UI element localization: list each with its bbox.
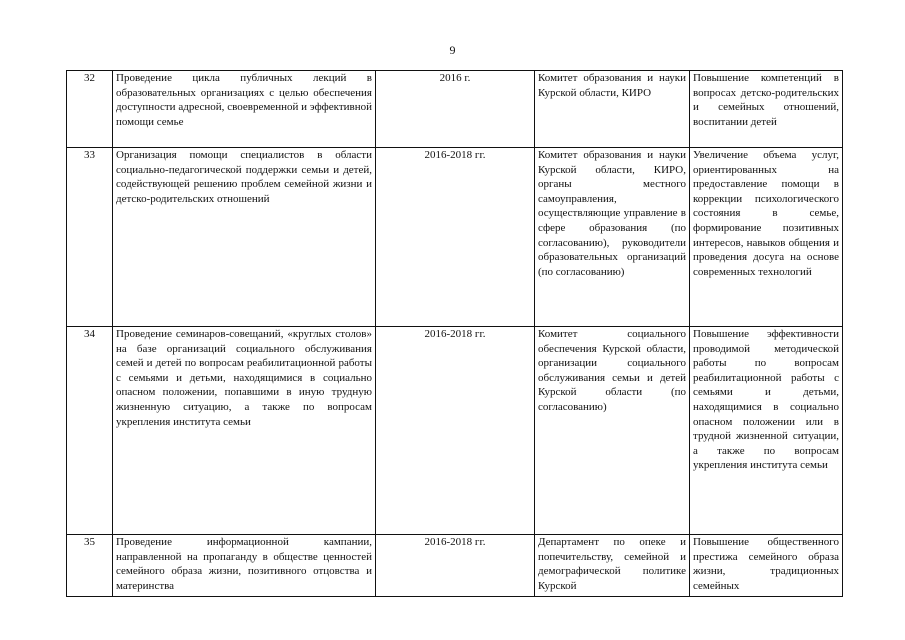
table-row (67, 327, 843, 535)
executors-cell: Комитет образования и науки Курской области, КИРО (535, 71, 690, 148)
executors-cell: Департамент по опеке и попечительству, семейной и демографической политике Курской (535, 535, 690, 597)
executors-cell: Комитет социального обеспечения Курской области, организации социального обслуживания семьи и детей Курской области (по согласованию) (535, 327, 690, 535)
result-cell: Повышение компетенций в вопросах детско-родительских и семейных отношений, воспитании детей (690, 71, 843, 148)
term-cell: 2016-2018 гг. (376, 327, 535, 535)
result-cell: Увеличение объема услуг, ориентированных на предоставление помощи в коррекции психологического состояния в семье, формирование позитивных интересов, навыков общения и проведения досуга на основе современных технологий (690, 148, 843, 327)
table-row (67, 148, 843, 327)
event-cell: Проведение цикла публичных лекций в образовательных организациях с целью обеспечения доступности адресной, своевременной и эффективной помощи семье (113, 71, 376, 148)
table-row (67, 71, 843, 148)
action-plan-table (66, 70, 843, 597)
event-cell: Проведение семинаров-совещаний, «круглых столов» на базе организаций социального обслуживания семей и детей по вопросам реабилитационной работы с семьями и детьми, находящимися в социально опасном положении, попавшими в иную трудную жизненную ситуацию, а также по вопросам укрепления института семьи (113, 327, 376, 535)
event-cell: Проведение информационной кампании, направленной на пропаганду в обществе ценностей семейного образа жизни, позитивного отцовства и материнства (113, 535, 376, 597)
row-number: 33 (67, 148, 113, 327)
table-row (67, 535, 843, 597)
event-cell: Организация помощи специалистов в области социально-педагогической поддержки семьи и детей, содействующей решению проблем семейной жизни и детско-родительских отношений (113, 148, 376, 327)
result-cell: Повышение общественного престижа семейного образа жизни, традиционных семейных (690, 535, 843, 597)
executors-cell: Комитет образования и науки Курской области, КИРО, органы местного самоуправления, осуществляющие управление в сфере образования (по согласованию), руководители образовательных организаций (по согласованию) (535, 148, 690, 327)
page-number: 9 (449, 43, 456, 57)
row-number: 35 (67, 535, 113, 597)
term-cell: 2016-2018 гг. (376, 535, 535, 597)
row-number: 32 (67, 71, 113, 148)
term-cell: 2016-2018 гг. (376, 148, 535, 327)
row-number: 34 (67, 327, 113, 535)
result-cell: Повышение эффективности проводимой методической работы по вопросам реабилитационной работы с семьями и детьми, находящимися в социально опасном положении или в трудной жизненной ситуации, а также по вопросам укрепления института семьи (690, 327, 843, 535)
term-cell: 2016 г. (376, 71, 535, 148)
